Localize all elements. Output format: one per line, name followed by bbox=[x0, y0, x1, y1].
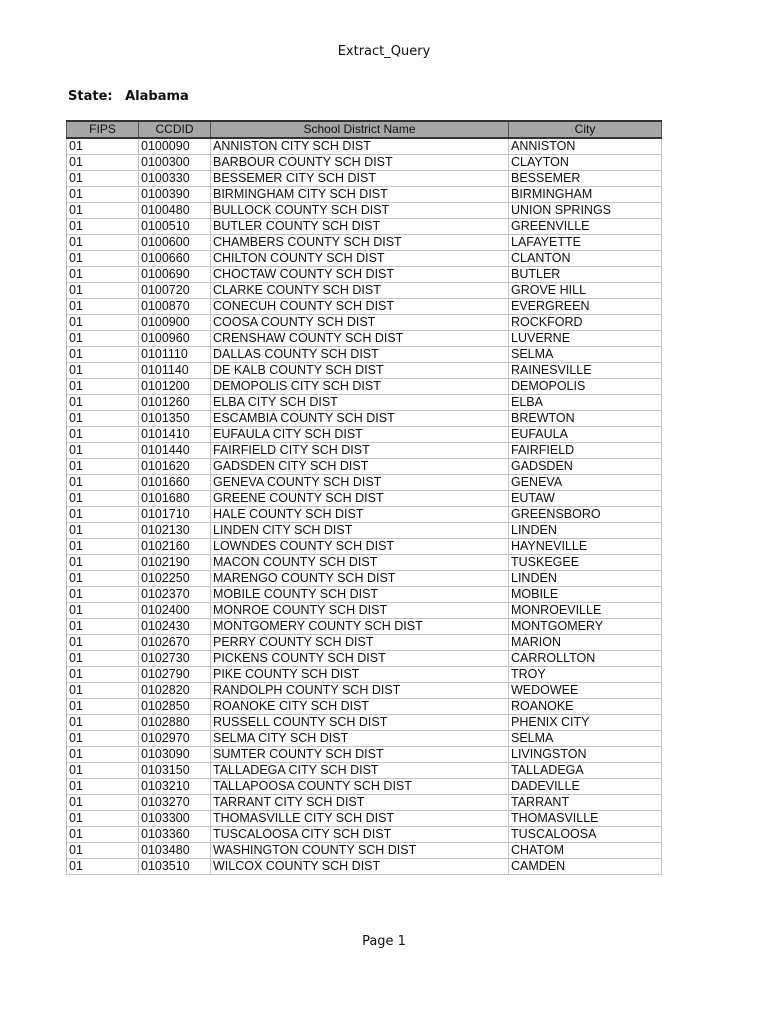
district-name-cell: DEMOPOLIS CITY SCH DIST bbox=[211, 379, 509, 395]
ccdid-cell: 0100720 bbox=[139, 283, 211, 299]
city-cell: HAYNEVILLE bbox=[509, 539, 662, 555]
ccdid-cell: 0102850 bbox=[139, 699, 211, 715]
district-name-cell: TUSCALOOSA CITY SCH DIST bbox=[211, 827, 509, 843]
ccdid-cell: 0102160 bbox=[139, 539, 211, 555]
city-cell: FAIRFIELD bbox=[509, 443, 662, 459]
ccdid-cell: 0101710 bbox=[139, 507, 211, 523]
ccdid-cell: 0101260 bbox=[139, 395, 211, 411]
ccdid-cell: 0100390 bbox=[139, 187, 211, 203]
ccdid-cell: 0103300 bbox=[139, 811, 211, 827]
table-row bbox=[67, 171, 662, 187]
ccdid-cell: 0103270 bbox=[139, 795, 211, 811]
district-name-cell: CLARKE COUNTY SCH DIST bbox=[211, 283, 509, 299]
district-name-cell: DALLAS COUNTY SCH DIST bbox=[211, 347, 509, 363]
city-cell: TUSCALOOSA bbox=[509, 827, 662, 843]
ccdid-cell: 0102730 bbox=[139, 651, 211, 667]
city-cell: GREENVILLE bbox=[509, 219, 662, 235]
fips-cell: 01 bbox=[67, 571, 139, 587]
ccdid-cell: 0100300 bbox=[139, 155, 211, 171]
fips-cell: 01 bbox=[67, 635, 139, 651]
table-row bbox=[67, 315, 662, 331]
district-name-cell: RUSSELL COUNTY SCH DIST bbox=[211, 715, 509, 731]
city-cell: CAMDEN bbox=[509, 859, 662, 875]
city-cell: GADSDEN bbox=[509, 459, 662, 475]
fips-cell: 01 bbox=[67, 843, 139, 859]
city-cell: LIVINGSTON bbox=[509, 747, 662, 763]
table-row bbox=[67, 203, 662, 219]
ccdid-cell: 0100900 bbox=[139, 315, 211, 331]
district-name-cell: BULLOCK COUNTY SCH DIST bbox=[211, 203, 509, 219]
document-title: Extract_Query bbox=[337, 44, 431, 59]
column-header-ccdid: CCDID bbox=[139, 121, 211, 138]
district-name-cell: BESSEMER CITY SCH DIST bbox=[211, 171, 509, 187]
table-header-row bbox=[67, 121, 662, 138]
fips-cell: 01 bbox=[67, 171, 139, 187]
table-row bbox=[67, 843, 662, 859]
district-name-cell: TARRANT CITY SCH DIST bbox=[211, 795, 509, 811]
table-row bbox=[67, 523, 662, 539]
ccdid-cell: 0100510 bbox=[139, 219, 211, 235]
fips-cell: 01 bbox=[67, 587, 139, 603]
table-row bbox=[67, 731, 662, 747]
ccdid-cell: 0102190 bbox=[139, 555, 211, 571]
table-row bbox=[67, 763, 662, 779]
city-cell: MONROEVILLE bbox=[509, 603, 662, 619]
table-row bbox=[67, 363, 662, 379]
table-row bbox=[67, 299, 662, 315]
city-cell: MONTGOMERY bbox=[509, 619, 662, 635]
district-name-cell: WILCOX COUNTY SCH DIST bbox=[211, 859, 509, 875]
ccdid-cell: 0102400 bbox=[139, 603, 211, 619]
fips-cell: 01 bbox=[67, 219, 139, 235]
table-row bbox=[67, 827, 662, 843]
city-cell: RAINESVILLE bbox=[509, 363, 662, 379]
fips-cell: 01 bbox=[67, 475, 139, 491]
ccdid-cell: 0100690 bbox=[139, 267, 211, 283]
city-cell: EVERGREEN bbox=[509, 299, 662, 315]
table-row bbox=[67, 539, 662, 555]
city-cell: UNION SPRINGS bbox=[509, 203, 662, 219]
fips-cell: 01 bbox=[67, 667, 139, 683]
ccdid-cell: 0102970 bbox=[139, 731, 211, 747]
district-name-cell: BIRMINGHAM CITY SCH DIST bbox=[211, 187, 509, 203]
table-row bbox=[67, 411, 662, 427]
table-row bbox=[67, 667, 662, 683]
ccdid-cell: 0103510 bbox=[139, 859, 211, 875]
fips-cell: 01 bbox=[67, 443, 139, 459]
table-row bbox=[67, 475, 662, 491]
fips-cell: 01 bbox=[67, 315, 139, 331]
ccdid-cell: 0102430 bbox=[139, 619, 211, 635]
ccdid-cell: 0100660 bbox=[139, 251, 211, 267]
table-row bbox=[67, 619, 662, 635]
district-name-cell: PERRY COUNTY SCH DIST bbox=[211, 635, 509, 651]
city-cell: ANNISTON bbox=[509, 138, 662, 155]
fips-cell: 01 bbox=[67, 763, 139, 779]
district-name-cell: ANNISTON CITY SCH DIST bbox=[211, 138, 509, 155]
table-row bbox=[67, 491, 662, 507]
ccdid-cell: 0100600 bbox=[139, 235, 211, 251]
district-name-cell: MONTGOMERY COUNTY SCH DIST bbox=[211, 619, 509, 635]
ccdid-cell: 0100330 bbox=[139, 171, 211, 187]
city-cell: MOBILE bbox=[509, 587, 662, 603]
city-cell: SELMA bbox=[509, 347, 662, 363]
table-row bbox=[67, 603, 662, 619]
fips-cell: 01 bbox=[67, 523, 139, 539]
district-name-cell: MOBILE COUNTY SCH DIST bbox=[211, 587, 509, 603]
fips-cell: 01 bbox=[67, 251, 139, 267]
table-row bbox=[67, 779, 662, 795]
table-row bbox=[67, 651, 662, 667]
ccdid-cell: 0102880 bbox=[139, 715, 211, 731]
fips-cell: 01 bbox=[67, 683, 139, 699]
fips-cell: 01 bbox=[67, 363, 139, 379]
city-cell: DEMOPOLIS bbox=[509, 379, 662, 395]
district-name-cell: PIKE COUNTY SCH DIST bbox=[211, 667, 509, 683]
table-row bbox=[67, 571, 662, 587]
ccdid-cell: 0101620 bbox=[139, 459, 211, 475]
city-cell: GENEVA bbox=[509, 475, 662, 491]
fips-cell: 01 bbox=[67, 731, 139, 747]
city-cell: ELBA bbox=[509, 395, 662, 411]
district-name-cell: TALLAPOOSA COUNTY SCH DIST bbox=[211, 779, 509, 795]
table-row bbox=[67, 331, 662, 347]
district-name-cell: RANDOLPH COUNTY SCH DIST bbox=[211, 683, 509, 699]
table-row bbox=[67, 699, 662, 715]
fips-cell: 01 bbox=[67, 603, 139, 619]
table-row bbox=[67, 635, 662, 651]
fips-cell: 01 bbox=[67, 203, 139, 219]
ccdid-cell: 0100090 bbox=[139, 138, 211, 155]
ccdid-cell: 0103210 bbox=[139, 779, 211, 795]
table-row bbox=[67, 219, 662, 235]
state-label: State: bbox=[68, 89, 113, 104]
district-name-cell: BARBOUR COUNTY SCH DIST bbox=[211, 155, 509, 171]
state-value: Alabama bbox=[125, 89, 189, 104]
district-name-cell: WASHINGTON COUNTY SCH DIST bbox=[211, 843, 509, 859]
city-cell: BESSEMER bbox=[509, 171, 662, 187]
ccdid-cell: 0103480 bbox=[139, 843, 211, 859]
table-row bbox=[67, 587, 662, 603]
district-name-cell: HALE COUNTY SCH DIST bbox=[211, 507, 509, 523]
district-name-cell: GREENE COUNTY SCH DIST bbox=[211, 491, 509, 507]
fips-cell: 01 bbox=[67, 138, 139, 155]
table-row bbox=[67, 283, 662, 299]
ccdid-cell: 0101140 bbox=[139, 363, 211, 379]
fips-cell: 01 bbox=[67, 619, 139, 635]
district-name-cell: THOMASVILLE CITY SCH DIST bbox=[211, 811, 509, 827]
district-name-cell: LOWNDES COUNTY SCH DIST bbox=[211, 539, 509, 555]
fips-cell: 01 bbox=[67, 491, 139, 507]
district-name-cell: CRENSHAW COUNTY SCH DIST bbox=[211, 331, 509, 347]
table-row bbox=[67, 715, 662, 731]
table-body bbox=[67, 138, 662, 875]
fips-cell: 01 bbox=[67, 651, 139, 667]
fips-cell: 01 bbox=[67, 827, 139, 843]
district-name-cell: PICKENS COUNTY SCH DIST bbox=[211, 651, 509, 667]
ccdid-cell: 0101200 bbox=[139, 379, 211, 395]
ccdid-cell: 0101680 bbox=[139, 491, 211, 507]
table-row bbox=[67, 427, 662, 443]
fips-cell: 01 bbox=[67, 283, 139, 299]
fips-cell: 01 bbox=[67, 539, 139, 555]
table-row bbox=[67, 859, 662, 875]
city-cell: LAFAYETTE bbox=[509, 235, 662, 251]
district-name-cell: FAIRFIELD CITY SCH DIST bbox=[211, 443, 509, 459]
fips-cell: 01 bbox=[67, 347, 139, 363]
state-filter-line bbox=[68, 89, 189, 104]
district-name-cell: CONECUH COUNTY SCH DIST bbox=[211, 299, 509, 315]
district-name-cell: COOSA COUNTY SCH DIST bbox=[211, 315, 509, 331]
table-row bbox=[67, 811, 662, 827]
fips-cell: 01 bbox=[67, 779, 139, 795]
school-district-table bbox=[66, 120, 662, 875]
fips-cell: 01 bbox=[67, 427, 139, 443]
table-row bbox=[67, 683, 662, 699]
table-row bbox=[67, 155, 662, 171]
city-cell: CHATOM bbox=[509, 843, 662, 859]
ccdid-cell: 0102130 bbox=[139, 523, 211, 539]
city-cell: SELMA bbox=[509, 731, 662, 747]
ccdid-cell: 0102250 bbox=[139, 571, 211, 587]
city-cell: CLAYTON bbox=[509, 155, 662, 171]
table-row bbox=[67, 507, 662, 523]
table-row bbox=[67, 138, 662, 155]
city-cell: CLANTON bbox=[509, 251, 662, 267]
column-header-fips: FIPS bbox=[67, 121, 139, 138]
ccdid-cell: 0101410 bbox=[139, 427, 211, 443]
fips-cell: 01 bbox=[67, 299, 139, 315]
district-name-cell: SELMA CITY SCH DIST bbox=[211, 731, 509, 747]
city-cell: LINDEN bbox=[509, 571, 662, 587]
city-cell: MARION bbox=[509, 635, 662, 651]
table-row bbox=[67, 235, 662, 251]
fips-cell: 01 bbox=[67, 379, 139, 395]
fips-cell: 01 bbox=[67, 811, 139, 827]
city-cell: LUVERNE bbox=[509, 331, 662, 347]
ccdid-cell: 0100870 bbox=[139, 299, 211, 315]
table-row bbox=[67, 395, 662, 411]
city-cell: DADEVILLE bbox=[509, 779, 662, 795]
ccdid-cell: 0101110 bbox=[139, 347, 211, 363]
table-row bbox=[67, 795, 662, 811]
table-row bbox=[67, 347, 662, 363]
district-name-cell: BUTLER COUNTY SCH DIST bbox=[211, 219, 509, 235]
fips-cell: 01 bbox=[67, 715, 139, 731]
district-name-cell: GADSDEN CITY SCH DIST bbox=[211, 459, 509, 475]
ccdid-cell: 0102820 bbox=[139, 683, 211, 699]
city-cell: CARROLLTON bbox=[509, 651, 662, 667]
table-row bbox=[67, 555, 662, 571]
fips-cell: 01 bbox=[67, 747, 139, 763]
table-row bbox=[67, 747, 662, 763]
city-cell: EUTAW bbox=[509, 491, 662, 507]
city-cell: PHENIX CITY bbox=[509, 715, 662, 731]
column-header-city: City bbox=[509, 121, 662, 138]
district-name-cell: CHILTON COUNTY SCH DIST bbox=[211, 251, 509, 267]
fips-cell: 01 bbox=[67, 331, 139, 347]
ccdid-cell: 0103360 bbox=[139, 827, 211, 843]
page-number: Page 1 bbox=[362, 934, 406, 949]
fips-cell: 01 bbox=[67, 187, 139, 203]
city-cell: THOMASVILLE bbox=[509, 811, 662, 827]
fips-cell: 01 bbox=[67, 267, 139, 283]
city-cell: BIRMINGHAM bbox=[509, 187, 662, 203]
district-name-cell: ROANOKE CITY SCH DIST bbox=[211, 699, 509, 715]
table-row bbox=[67, 267, 662, 283]
district-name-cell: SUMTER COUNTY SCH DIST bbox=[211, 747, 509, 763]
city-cell: BUTLER bbox=[509, 267, 662, 283]
ccdid-cell: 0103090 bbox=[139, 747, 211, 763]
district-name-cell: EUFAULA CITY SCH DIST bbox=[211, 427, 509, 443]
city-cell: GREENSBORO bbox=[509, 507, 662, 523]
table-row bbox=[67, 459, 662, 475]
ccdid-cell: 0103150 bbox=[139, 763, 211, 779]
district-name-cell: CHOCTAW COUNTY SCH DIST bbox=[211, 267, 509, 283]
ccdid-cell: 0101660 bbox=[139, 475, 211, 491]
ccdid-cell: 0102370 bbox=[139, 587, 211, 603]
district-name-cell: TALLADEGA CITY SCH DIST bbox=[211, 763, 509, 779]
district-name-cell: MACON COUNTY SCH DIST bbox=[211, 555, 509, 571]
table-row bbox=[67, 379, 662, 395]
ccdid-cell: 0101440 bbox=[139, 443, 211, 459]
district-name-cell: ELBA CITY SCH DIST bbox=[211, 395, 509, 411]
ccdid-cell: 0100480 bbox=[139, 203, 211, 219]
table-row bbox=[67, 187, 662, 203]
city-cell: LINDEN bbox=[509, 523, 662, 539]
district-name-cell: LINDEN CITY SCH DIST bbox=[211, 523, 509, 539]
fips-cell: 01 bbox=[67, 459, 139, 475]
city-cell: TALLADEGA bbox=[509, 763, 662, 779]
fips-cell: 01 bbox=[67, 411, 139, 427]
ccdid-cell: 0102790 bbox=[139, 667, 211, 683]
table-row bbox=[67, 443, 662, 459]
fips-cell: 01 bbox=[67, 859, 139, 875]
city-cell: TROY bbox=[509, 667, 662, 683]
district-name-cell: DE KALB COUNTY SCH DIST bbox=[211, 363, 509, 379]
column-header-school-district-name: School District Name bbox=[211, 121, 509, 138]
district-name-cell: MONROE COUNTY SCH DIST bbox=[211, 603, 509, 619]
ccdid-cell: 0100960 bbox=[139, 331, 211, 347]
district-name-cell: MARENGO COUNTY SCH DIST bbox=[211, 571, 509, 587]
fips-cell: 01 bbox=[67, 507, 139, 523]
fips-cell: 01 bbox=[67, 555, 139, 571]
city-cell: TUSKEGEE bbox=[509, 555, 662, 571]
city-cell: EUFAULA bbox=[509, 427, 662, 443]
district-name-cell: ESCAMBIA COUNTY SCH DIST bbox=[211, 411, 509, 427]
ccdid-cell: 0102670 bbox=[139, 635, 211, 651]
district-name-cell: GENEVA COUNTY SCH DIST bbox=[211, 475, 509, 491]
city-cell: TARRANT bbox=[509, 795, 662, 811]
fips-cell: 01 bbox=[67, 155, 139, 171]
table-row bbox=[67, 251, 662, 267]
city-cell: GROVE HILL bbox=[509, 283, 662, 299]
fips-cell: 01 bbox=[67, 395, 139, 411]
fips-cell: 01 bbox=[67, 235, 139, 251]
ccdid-cell: 0101350 bbox=[139, 411, 211, 427]
city-cell: ROANOKE bbox=[509, 699, 662, 715]
city-cell: BREWTON bbox=[509, 411, 662, 427]
fips-cell: 01 bbox=[67, 795, 139, 811]
city-cell: WEDOWEE bbox=[509, 683, 662, 699]
fips-cell: 01 bbox=[67, 699, 139, 715]
district-name-cell: CHAMBERS COUNTY SCH DIST bbox=[211, 235, 509, 251]
city-cell: ROCKFORD bbox=[509, 315, 662, 331]
